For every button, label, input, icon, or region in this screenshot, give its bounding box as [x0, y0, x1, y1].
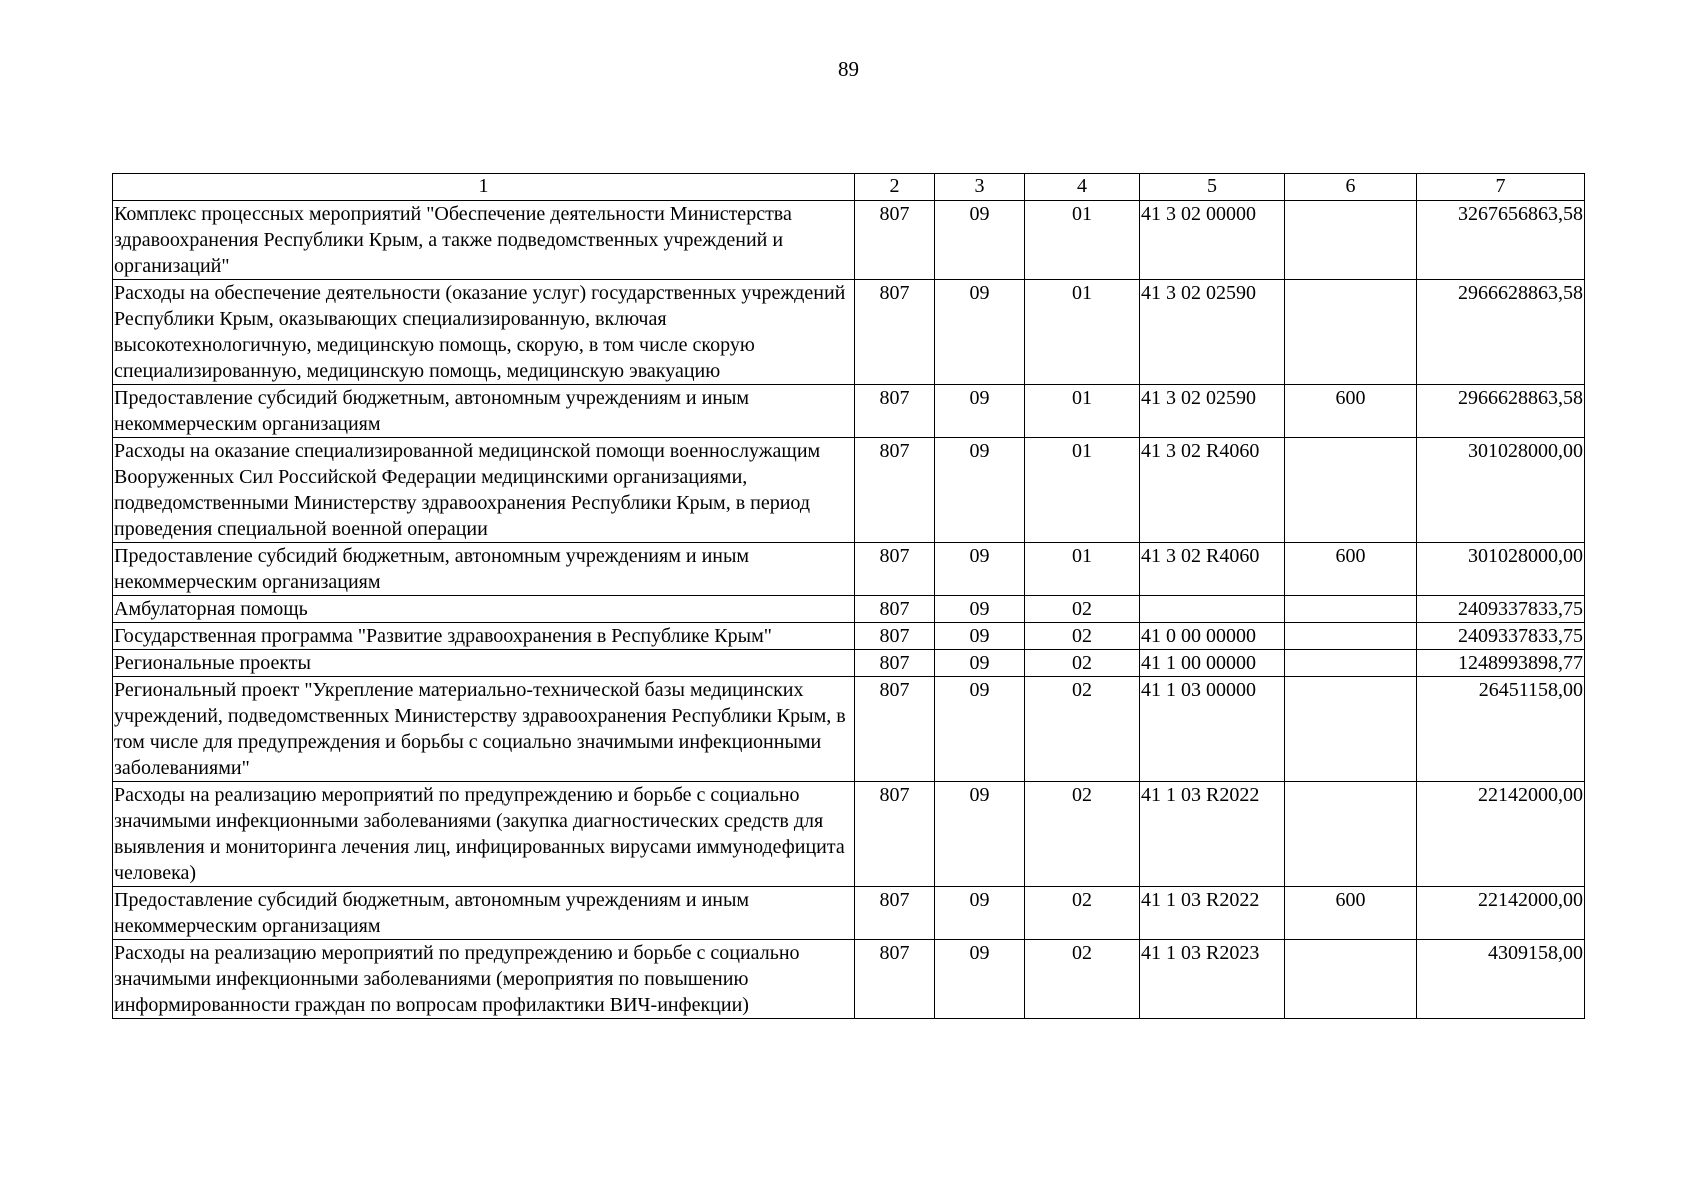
- page-number: 89: [838, 57, 859, 81]
- amount-cell: 4309158,00: [1417, 940, 1585, 1019]
- expense-type-cell: [1285, 677, 1417, 782]
- target-article-cell: 41 3 02 00000: [1140, 201, 1285, 280]
- subsection-code-cell: 02: [1025, 782, 1140, 887]
- ministry-code-cell: 807: [855, 280, 935, 385]
- amount-cell: 22142000,00: [1417, 782, 1585, 887]
- section-code-cell: 09: [935, 940, 1025, 1019]
- table-row: [113, 650, 1585, 677]
- amount-cell: 1248993898,77: [1417, 650, 1585, 677]
- ministry-code-cell: 807: [855, 385, 935, 438]
- section-code-cell: 09: [935, 280, 1025, 385]
- section-code-cell: 09: [935, 623, 1025, 650]
- expense-type-cell: 600: [1285, 385, 1417, 438]
- target-article-cell: 41 3 02 R4060: [1140, 438, 1285, 543]
- ministry-code-cell: 807: [855, 650, 935, 677]
- column-header-4: 4: [1025, 174, 1140, 201]
- subsection-code-cell: 01: [1025, 438, 1140, 543]
- expense-type-cell: 600: [1285, 887, 1417, 940]
- ministry-code-cell: 807: [855, 940, 935, 1019]
- subsection-code-cell: 02: [1025, 596, 1140, 623]
- row-name-cell: Региональный проект "Укрепление материально-технической базы медицинских учреждений, подведомственных Министерству здравоохранения Республики Крым, в том числе для предупреждения и борьбы с социально значимыми инфекционными заболеваниями": [113, 677, 855, 782]
- amount-cell: 301028000,00: [1417, 438, 1585, 543]
- target-article-cell: 41 1 03 R2022: [1140, 887, 1285, 940]
- ministry-code-cell: 807: [855, 201, 935, 280]
- table-row: [113, 385, 1585, 438]
- row-name-cell: Комплекс процессных мероприятий "Обеспечение деятельности Министерства здравоохранения Республики Крым, а также подведомственных учреждений и организаций": [113, 201, 855, 280]
- budget-table: [112, 173, 1585, 1019]
- amount-cell: 2966628863,58: [1417, 385, 1585, 438]
- target-article-cell: 41 3 02 R4060: [1140, 543, 1285, 596]
- row-name-cell: Расходы на оказание специализированной медицинской помощи военнослужащим Вооруженных Сил Российской Федерации медицинскими организациями, подведомственными Министерству здравоохранения Республики Крым, в период проведения специальной военной операции: [113, 438, 855, 543]
- row-name-cell: Предоставление субсидий бюджетным, автономным учреждениям и иным некоммерческим организациям: [113, 887, 855, 940]
- column-header-7: 7: [1417, 174, 1585, 201]
- expense-type-cell: 600: [1285, 543, 1417, 596]
- expense-type-cell: [1285, 201, 1417, 280]
- row-name-cell: Предоставление субсидий бюджетным, автономным учреждениям и иным некоммерческим организациям: [113, 543, 855, 596]
- row-name-cell: Амбулаторная помощь: [113, 596, 855, 623]
- amount-cell: 2966628863,58: [1417, 280, 1585, 385]
- ministry-code-cell: 807: [855, 782, 935, 887]
- amount-cell: 2409337833,75: [1417, 623, 1585, 650]
- subsection-code-cell: 02: [1025, 650, 1140, 677]
- subsection-code-cell: 01: [1025, 280, 1140, 385]
- subsection-code-cell: 01: [1025, 385, 1140, 438]
- amount-cell: 3267656863,58: [1417, 201, 1585, 280]
- target-article-cell: 41 1 00 00000: [1140, 650, 1285, 677]
- section-code-cell: 09: [935, 650, 1025, 677]
- section-code-cell: 09: [935, 887, 1025, 940]
- column-number-row: [113, 174, 1585, 201]
- table-row: [113, 677, 1585, 782]
- row-name-cell: Региональные проекты: [113, 650, 855, 677]
- target-article-cell: [1140, 596, 1285, 623]
- section-code-cell: 09: [935, 596, 1025, 623]
- table-row: [113, 543, 1585, 596]
- section-code-cell: 09: [935, 201, 1025, 280]
- target-article-cell: 41 1 03 R2023: [1140, 940, 1285, 1019]
- table-row: [113, 623, 1585, 650]
- subsection-code-cell: 01: [1025, 543, 1140, 596]
- ministry-code-cell: 807: [855, 596, 935, 623]
- ministry-code-cell: 807: [855, 623, 935, 650]
- expense-type-cell: [1285, 596, 1417, 623]
- target-article-cell: 41 3 02 02590: [1140, 280, 1285, 385]
- expense-type-cell: [1285, 940, 1417, 1019]
- section-code-cell: 09: [935, 543, 1025, 596]
- column-header-5: 5: [1140, 174, 1285, 201]
- amount-cell: 22142000,00: [1417, 887, 1585, 940]
- expense-type-cell: [1285, 650, 1417, 677]
- expense-type-cell: [1285, 438, 1417, 543]
- expense-type-cell: [1285, 623, 1417, 650]
- expense-type-cell: [1285, 280, 1417, 385]
- ministry-code-cell: 807: [855, 677, 935, 782]
- column-header-3: 3: [935, 174, 1025, 201]
- table-row: [113, 887, 1585, 940]
- row-name-cell: Расходы на реализацию мероприятий по предупреждению и борьбе с социально значимыми инфекционными заболеваниями (мероприятия по повышению информированности граждан по вопросам профилактики ВИЧ-инфекции): [113, 940, 855, 1019]
- column-header-2: 2: [855, 174, 935, 201]
- target-article-cell: 41 3 02 02590: [1140, 385, 1285, 438]
- section-code-cell: 09: [935, 782, 1025, 887]
- subsection-code-cell: 01: [1025, 201, 1140, 280]
- row-name-cell: Государственная программа "Развитие здравоохранения в Республике Крым": [113, 623, 855, 650]
- target-article-cell: 41 0 00 00000: [1140, 623, 1285, 650]
- amount-cell: 301028000,00: [1417, 543, 1585, 596]
- target-article-cell: 41 1 03 00000: [1140, 677, 1285, 782]
- section-code-cell: 09: [935, 677, 1025, 782]
- table-row: [113, 438, 1585, 543]
- expense-type-cell: [1285, 782, 1417, 887]
- amount-cell: 26451158,00: [1417, 677, 1585, 782]
- subsection-code-cell: 02: [1025, 887, 1140, 940]
- subsection-code-cell: 02: [1025, 623, 1140, 650]
- section-code-cell: 09: [935, 438, 1025, 543]
- table-row: [113, 596, 1585, 623]
- section-code-cell: 09: [935, 385, 1025, 438]
- target-article-cell: 41 1 03 R2022: [1140, 782, 1285, 887]
- column-header-6: 6: [1285, 174, 1417, 201]
- row-name-cell: Расходы на обеспечение деятельности (оказание услуг) государственных учреждений Республики Крым, оказывающих специализированную, включая высокотехнологичную, медицинскую помощь, скорую, в том числе скорую специализированную, медицинскую помощь, медицинскую эвакуацию: [113, 280, 855, 385]
- subsection-code-cell: 02: [1025, 677, 1140, 782]
- ministry-code-cell: 807: [855, 543, 935, 596]
- row-name-cell: Расходы на реализацию мероприятий по предупреждению и борьбе с социально значимыми инфекционными заболеваниями (закупка диагностических средств для выявления и мониторинга лечения лиц, инфицированных вирусами иммунодефицита человека): [113, 782, 855, 887]
- table-row: [113, 201, 1585, 280]
- table-row: [113, 782, 1585, 887]
- subsection-code-cell: 02: [1025, 940, 1140, 1019]
- row-name-cell: Предоставление субсидий бюджетным, автономным учреждениям и иным некоммерческим организациям: [113, 385, 855, 438]
- table-row: [113, 940, 1585, 1019]
- column-header-1: 1: [113, 174, 855, 201]
- amount-cell: 2409337833,75: [1417, 596, 1585, 623]
- ministry-code-cell: 807: [855, 438, 935, 543]
- ministry-code-cell: 807: [855, 887, 935, 940]
- table-row: [113, 280, 1585, 385]
